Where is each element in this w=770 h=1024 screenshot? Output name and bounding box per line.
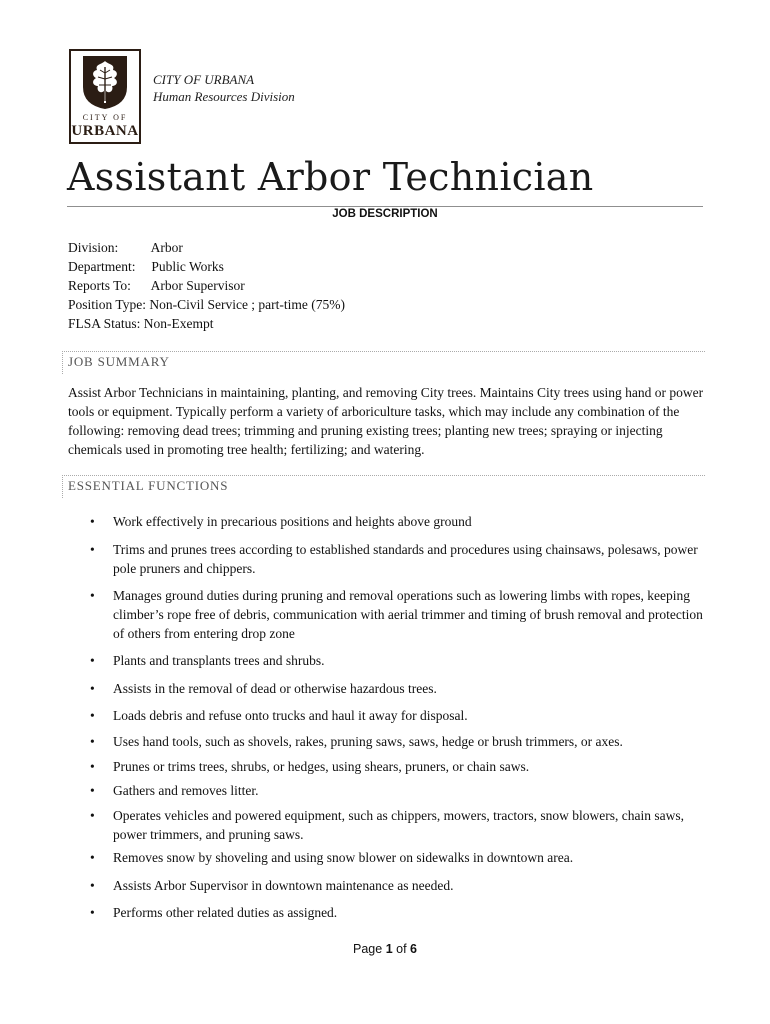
list-item	[90, 757, 708, 776]
bullet-icon: •	[90, 588, 95, 603]
list-item-text: Prunes or trims trees, shrubs, or hedges, using shears, pruners, or chain saws.	[113, 759, 530, 774]
bullet-icon: •	[90, 759, 95, 774]
list-item	[90, 848, 708, 867]
list-item-text: Assists in the removal of dead or otherwise hazardous trees.	[113, 681, 437, 696]
info-label: FLSA Status:	[68, 316, 141, 331]
of-word: of	[396, 942, 407, 956]
logo-urbana-text: URBANA	[71, 123, 139, 139]
info-value: Non-Exempt	[143, 316, 214, 331]
org-division: Human Resources Division	[153, 89, 295, 104]
list-item-text: Work effectively in precarious positions and heights above ground	[113, 514, 472, 529]
bullet-icon: •	[90, 514, 95, 529]
info-label: Division:	[68, 240, 119, 255]
list-item	[90, 679, 708, 698]
list-item-text: Trims and prunes trees according to established standards and procedures using chainsaws, polesaws, power pole pruners and chippers.	[113, 542, 698, 576]
logo-city-text: CITY OF	[82, 113, 128, 122]
info-label: Position Type:	[68, 297, 146, 312]
bullet-icon: •	[90, 783, 95, 798]
list-item	[90, 732, 708, 751]
page-title: Assistant Arbor Technician	[67, 155, 594, 199]
info-label: Department:	[68, 259, 136, 274]
info-value: Arbor Supervisor	[150, 278, 245, 293]
info-value: Public Works	[151, 259, 224, 274]
list-item-text: Removes snow by shoveling and using snow blower on sidewalks in downtown area.	[113, 850, 574, 865]
info-value: Arbor	[150, 240, 183, 255]
bullet-icon: •	[90, 878, 95, 893]
list-item	[90, 586, 708, 643]
list-item-text: Assists Arbor Supervisor in downtown maintenance as needed.	[113, 878, 454, 893]
bullet-icon: •	[90, 905, 95, 920]
bullet-icon: •	[90, 681, 95, 696]
list-item	[90, 706, 708, 725]
list-item	[90, 876, 708, 895]
list-item	[90, 512, 708, 531]
info-value: Non-Civil Service ; part-time (75%)	[149, 297, 346, 312]
list-item-text: Loads debris and refuse onto trucks and haul it away for disposal.	[113, 708, 468, 723]
list-item-text: Performs other related duties as assigned.	[113, 905, 338, 920]
bullet-icon: •	[90, 850, 95, 865]
bullet-icon: •	[90, 542, 95, 557]
document-subtitle: JOB DESCRIPTION	[332, 208, 438, 220]
list-item	[90, 781, 708, 800]
list-item-text: Gathers and removes litter.	[113, 783, 259, 798]
bullet-icon: •	[90, 734, 95, 749]
list-item	[90, 540, 708, 578]
bullet-icon: •	[90, 708, 95, 723]
section-heading-text: JOB SUMMARY	[68, 354, 170, 369]
current-page: 1	[385, 942, 393, 956]
page-word: Page	[353, 942, 383, 956]
total-pages: 6	[410, 942, 417, 956]
job-summary-text: Assist Arbor Technicians in maintaining, planting, and removing City trees. Maintains City trees using hand or power tools or equipment. Typically perform a variety of arboriculture tasks, which may include any combination of the following: removing dead trees; trimming and pruning existing trees; planting new trees; spraying or injecting chemicals used in promoting tree health; fertilizing; and watering.	[68, 385, 704, 457]
list-item	[90, 651, 708, 670]
section-heading-text: ESSENTIAL FUNCTIONS	[68, 478, 229, 493]
bullet-icon: •	[90, 653, 95, 668]
list-item-text: Manages ground duties during pruning and removal operations such as lowering limbs with ropes, keeping climber’s rope free of debris, communication with aerial trimmer and timing of brush removal and protection of others from entering drop zone	[113, 588, 703, 641]
list-item-text: Operates vehicles and powered equipment, such as chippers, mowers, tractors, snow blowers, chain saws, power trimmers, and pruning saws.	[113, 808, 684, 842]
page-number	[0, 942, 770, 956]
info-label: Reports To:	[68, 278, 131, 293]
list-item-text: Plants and transplants trees and shrubs.	[113, 653, 325, 668]
bullet-icon: •	[90, 808, 95, 823]
list-item-text: Uses hand tools, such as shovels, rakes, pruning saws, saws, hedge or brush trimmers, or axes.	[113, 734, 623, 749]
list-item	[90, 903, 708, 922]
list-item	[90, 806, 708, 844]
org-name: CITY OF URBANA	[153, 72, 255, 87]
